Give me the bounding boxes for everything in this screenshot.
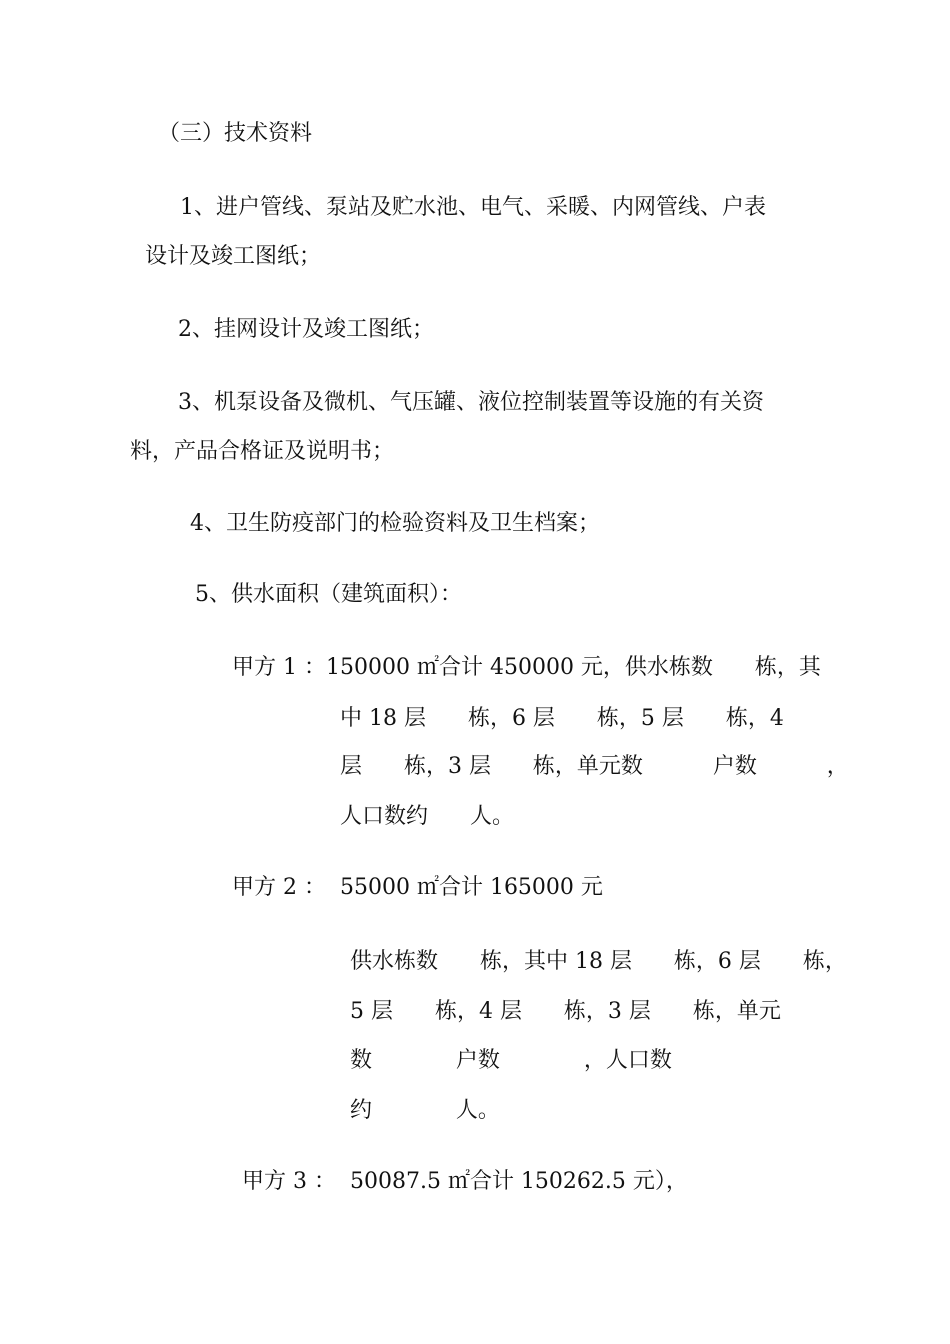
party-2-line-3: 5 层 栋，4 层 栋，3 层 栋，单元 — [350, 999, 781, 1024]
item-5-line-1: 5、供水面积（建筑面积）： — [195, 582, 462, 607]
party-1-line-1: 甲方 1 ：150000 ㎡合计 450000 元，供水栋数 栋，其 — [232, 655, 821, 680]
party-2-line-1: 甲方 2 ： 55000 ㎡合计 165000 元 — [232, 875, 603, 900]
party-2-line-4: 数 户数 ，人口数 — [350, 1048, 672, 1073]
party-1-line-4: 人口数约 人。 — [340, 804, 514, 829]
item-2-line-1: 2、挂网设计及竣工图纸； — [178, 317, 434, 342]
party-2-line-5: 约 人。 — [350, 1098, 500, 1123]
party-2-line-2: 供水栋数 栋，其中 18 层 栋，6 层 栋， — [350, 949, 847, 974]
party-3-line-1: 甲方 3 ： 50087.5 ㎡合计 150262.5 元）， — [242, 1169, 688, 1194]
item-1-line-1: 1、进户管线、泵站及贮水池、电气、采暖、内网管线、户表 — [180, 195, 766, 220]
item-3-line-1: 3、机泵设备及微机、气压罐、液位控制装置等设施的有关资 — [178, 390, 764, 415]
item-3-line-2: 料，产品合格证及说明书； — [130, 439, 395, 464]
item-1-line-2: 设计及竣工图纸； — [145, 244, 322, 269]
item-4-line-1: 4、卫生防疫部门的检验资料及卫生档案； — [190, 511, 600, 536]
section-heading: （三）技术资料 — [158, 121, 313, 146]
party-1-line-3: 层 栋，3 层 栋，单元数 户数 ， — [340, 754, 849, 779]
party-1-line-2: 中 18 层 栋，6 层 栋，5 层 栋，4 — [340, 706, 784, 731]
